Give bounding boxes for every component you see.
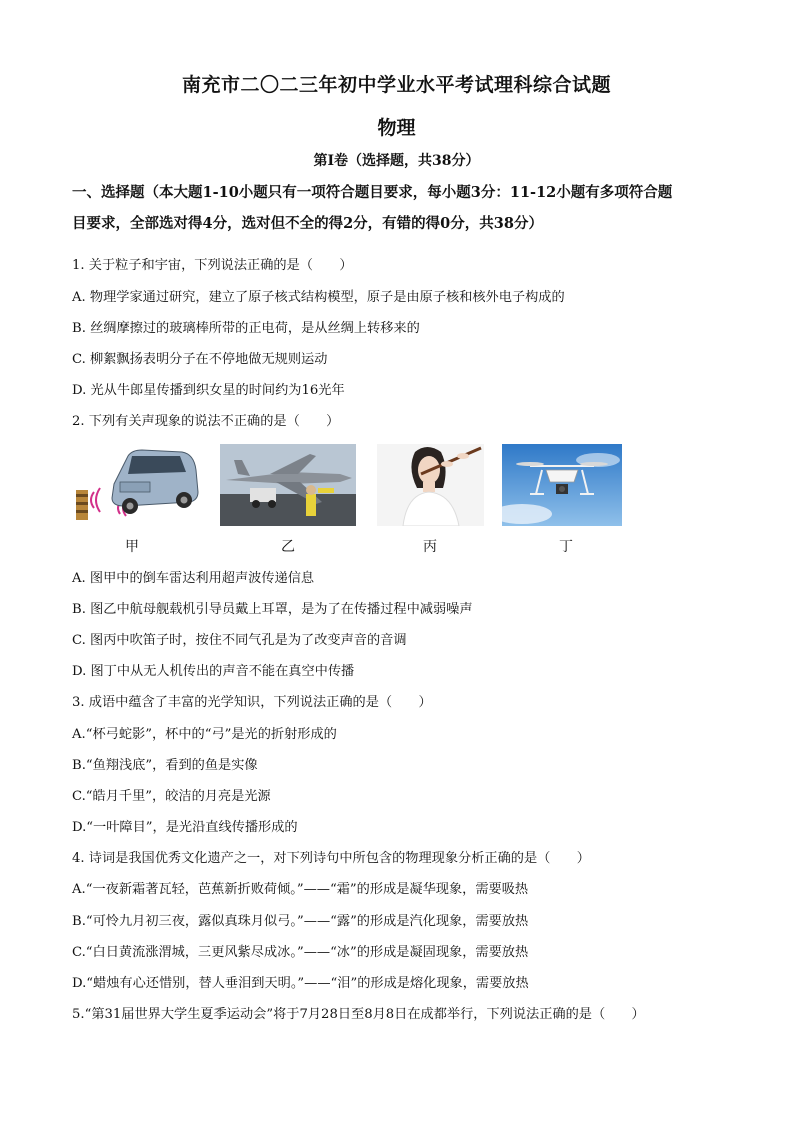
figure-car-radar bbox=[72, 444, 200, 526]
q3-option-a: A.“杯弓蛇影”，杯中的“弓”是光的折射形成的 bbox=[72, 727, 337, 742]
q4-option-b: B.“可怜九月初三夜，露似真珠月似弓。”——“露”的形成是汽化现象，需要放热 bbox=[72, 914, 529, 929]
q1-option-b: B. 丝绸摩擦过的玻璃棒所带的正电荷，是从丝绸上转移来的 bbox=[72, 321, 420, 336]
figure-flute-player bbox=[377, 444, 484, 526]
q4-option-c: C.“白日黄流涨渭城，三更风紫尽成冰。”——“冰”的形成是凝固现象，需要放热 bbox=[72, 945, 529, 960]
q2-option-c: C. 图丙中吹笛子时，按住不同气孔是为了改变声音的音调 bbox=[72, 633, 407, 648]
figure-drone bbox=[502, 444, 622, 526]
section-heading-line2: 目要求，全部选对得4分，选对但不全的得2分，有错的得0分，共38分） bbox=[72, 215, 543, 232]
q4-option-d: D.“蜡烛有心还惜别，替人垂泪到天明。”——“泪”的形成是熔化现象，需要放热 bbox=[72, 976, 529, 991]
q1-stem: 1. 关于粒子和宇宙，下列说法正确的是（ ） bbox=[72, 258, 353, 273]
q1-option-d: D. 光从牛郎星传播到织女星的时间约为16光年 bbox=[72, 383, 345, 398]
q3-stem: 3. 成语中蕴含了丰富的光学知识，下列说法正确的是（ ） bbox=[72, 695, 432, 710]
figure-caption-ding: 丁 bbox=[559, 539, 573, 555]
q4-option-a: A.“一夜新霜著瓦轻，芭蕉新折败荷倾。”——“霜”的形成是凝华现象，需要吸热 bbox=[72, 882, 529, 897]
q1-option-a: A. 物理学家通过研究，建立了原子核式结构模型，原子是由原子核和核外电子构成的 bbox=[72, 290, 565, 305]
q2-figures bbox=[0, 444, 793, 562]
q3-option-b: B.“鱼翔浅底”，看到的鱼是实像 bbox=[72, 758, 258, 773]
exam-title: 南充市二〇二三年初中学业水平考试理科综合试题 bbox=[181, 74, 611, 96]
q3-option-d: D.“一叶障目”，是光沿直线传播形成的 bbox=[72, 820, 298, 835]
section-heading bbox=[72, 177, 732, 239]
q2-option-d: D. 图丁中从无人机传出的声音不能在真空中传播 bbox=[72, 664, 355, 679]
q3-option-c: C.“皓月千里”，皎洁的月亮是光源 bbox=[72, 789, 271, 804]
q4-stem: 4. 诗词是我国优秀文化遗产之一，对下列诗句中所包含的物理现象分析正确的是（ ） bbox=[72, 851, 590, 866]
section-heading-line1: 一、选择题（本大题1-10小题只有一项符合题目要求，每小题3分：11-12小题有多项符合题 bbox=[72, 184, 673, 201]
part-heading: 第I卷（选择题，共38分） bbox=[313, 153, 480, 169]
subject-title: 物理 bbox=[377, 117, 416, 139]
q2-option-a: A. 图甲中的倒车雷达利用超声波传递信息 bbox=[72, 571, 315, 586]
q1-option-c: C. 柳絮飘扬表明分子在不停地做无规则运动 bbox=[72, 352, 328, 367]
figure-caption-bing: 丙 bbox=[423, 539, 437, 555]
figure-caption-yi: 乙 bbox=[281, 539, 295, 555]
figure-carrier-jet bbox=[220, 444, 356, 526]
q2-stem: 2. 下列有关声现象的说法不正确的是（ ） bbox=[72, 414, 340, 429]
figure-caption-jia: 甲 bbox=[125, 539, 139, 555]
q5-stem: 5.“第31届世界大学生夏季运动会”将于7月28日至8月8日在成都举行，下列说法正确的是（ ） bbox=[72, 1007, 645, 1022]
q2-option-b: B. 图乙中航母舰载机引导员戴上耳罩，是为了在传播过程中减弱噪声 bbox=[72, 602, 473, 617]
